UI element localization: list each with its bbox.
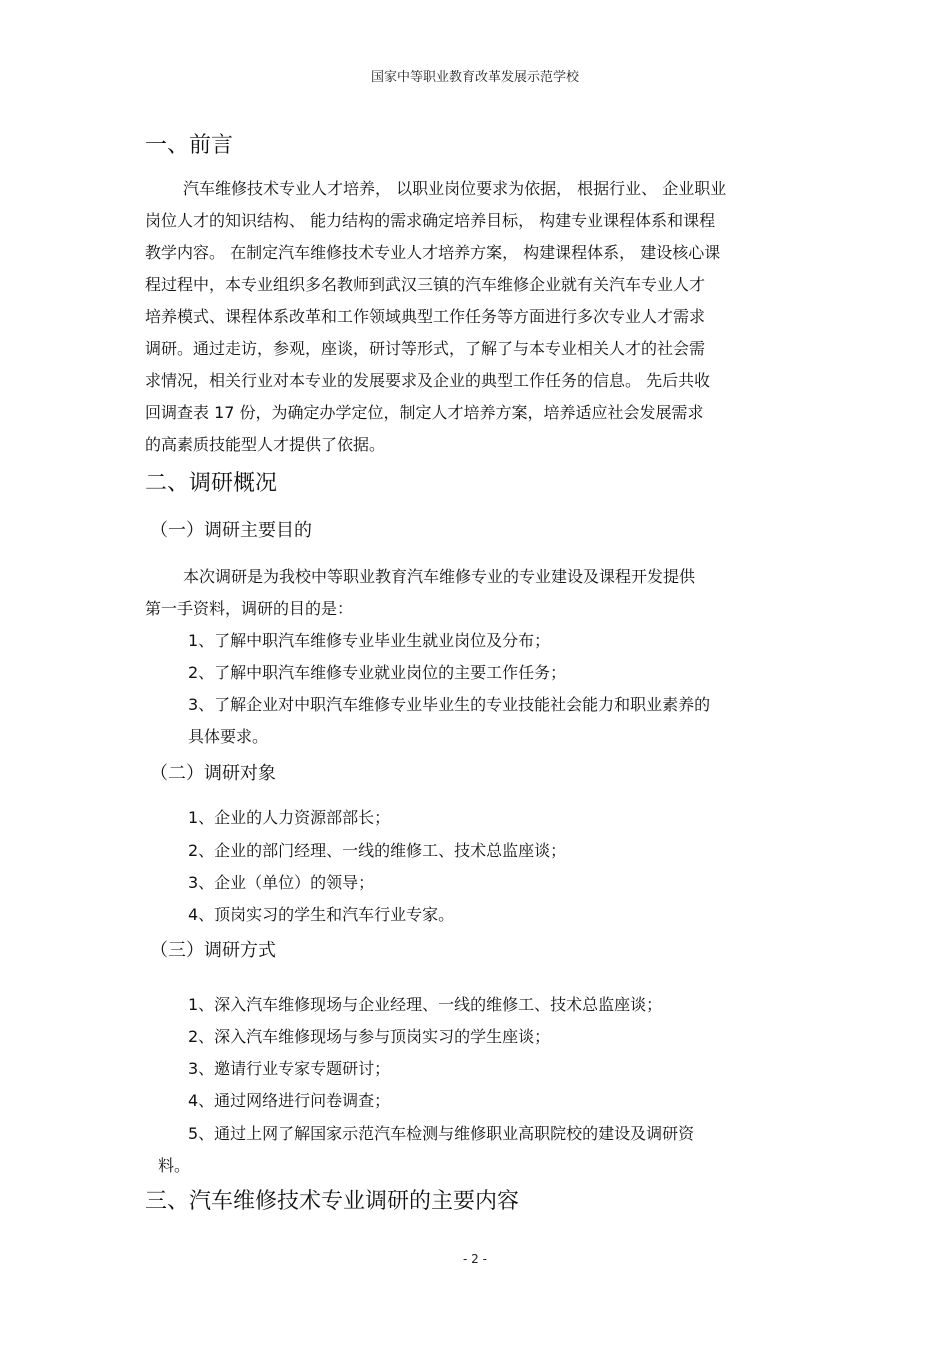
paragraph-line: 回调查表 17 份，为确定办学定位，制定人才培养方案，培养适应社会发展需求	[145, 403, 704, 422]
list-item: 4、顶岗实习的学生和汽车行业专家。	[188, 905, 455, 924]
list-item: 3、企业（单位）的领导；	[188, 873, 375, 892]
subsection-title: （二）调研对象	[150, 763, 276, 784]
paragraph-line: 程过程中，本专业组织多名教师到武汉三镇的汽车维修企业就有关汽车专业人才	[145, 275, 706, 294]
subsection-title: （一）调研主要目的	[150, 520, 312, 541]
list-item: 料。	[158, 1156, 191, 1175]
paragraph-line: 岗位人才的知识结构、 能力结构的需求确定培养目标， 构建专业课程体系和课程	[145, 211, 716, 230]
paragraph-line: 本次调研是为我校中等职业教育汽车维修专业的专业建设及课程开发提供	[183, 567, 696, 586]
section-3-title: 三、汽车维修技术专业调研的主要内容	[145, 1189, 520, 1214]
paragraph-line: 第一手资料，调研的目的是：	[145, 599, 354, 618]
list-item: 5、通过上网了解国家示范汽车检测与维修职业高职院校的建设及调研资	[188, 1124, 695, 1143]
section-1-title: 一、前言	[145, 133, 234, 158]
page-header: 国家中等职业教育改革发展示范学校	[370, 70, 579, 85]
list-item: 2、了解中职汽车维修专业就业岗位的主要工作任务；	[188, 663, 567, 682]
page-number: - 2 -	[463, 1252, 487, 1266]
paragraph-line: 的高素质技能型人才提供了依据。	[145, 435, 386, 454]
paragraph-line: 调研。通过走访，参观，座谈，研讨等形式，了解了与本专业相关人才的社会需	[145, 339, 706, 358]
list-item: 具体要求。	[188, 727, 269, 746]
paragraph-line: 培养模式、课程体系改革和工作领域典型工作任务等方面进行多次专业人才需求	[145, 307, 706, 326]
paragraph-line: 汽车维修技术专业人才培养， 以职业岗位要求为依据， 根据行业、 企业职业	[183, 179, 727, 198]
list-item: 2、深入汽车维修现场与参与顶岗实习的学生座谈；	[188, 1027, 551, 1046]
list-item: 3、了解企业对中职汽车维修专业毕业生的专业技能社会能力和职业素养的	[188, 695, 711, 714]
list-item: 4、通过网络进行问卷调查；	[188, 1091, 391, 1110]
subsection-title: （三）调研方式	[150, 940, 276, 961]
paragraph-line: 教学内容。 在制定汽车维修技术专业人才培养方案， 构建课程体系， 建设核心课	[145, 243, 721, 262]
list-item: 1、深入汽车维修现场与企业经理、一线的维修工、技术总监座谈；	[188, 995, 663, 1014]
section-2-title: 二、调研概况	[145, 471, 278, 496]
paragraph-line: 求情况，相关行业对本专业的发展要求及企业的典型工作任务的信息。 先后共收	[145, 371, 711, 390]
list-item: 3、邀请行业专家专题研讨；	[188, 1059, 391, 1078]
list-item: 1、了解中职汽车维修专业毕业生就业岗位及分布；	[188, 631, 551, 650]
list-item: 2、企业的部门经理、一线的维修工、技术总监座谈；	[188, 841, 567, 860]
list-item: 1、企业的人力资源部部长；	[188, 808, 391, 827]
